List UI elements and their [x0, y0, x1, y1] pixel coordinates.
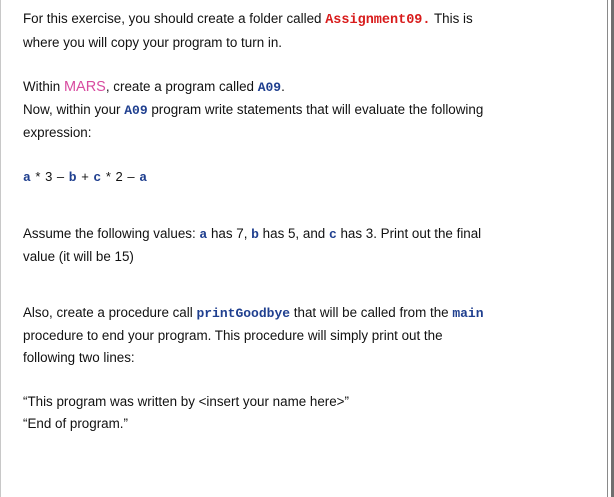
output-line-2: “End of program.” — [23, 416, 128, 431]
paragraph-program-instructions: Within MARS, create a program called A09. Now, within your A09 program write statements that will evaluate the following expression: — [23, 79, 484, 140]
program-name-2: A09 — [124, 103, 148, 118]
document-body — [23, 8, 583, 435]
folder-name: Assignment09. — [325, 13, 431, 28]
paragraph-procedure: Also, create a procedure call printGoodbye that will be called from the main procedure to end your program. This procedure will simply print out the following two lines: — [23, 305, 484, 365]
mars-text: MARS — [63, 79, 106, 95]
paragraph-output-lines — [23, 391, 583, 435]
paragraph-folder-instructions: For this exercise, you should create a folder called Assignment09. This is where you will copy your program to turn in. — [23, 11, 473, 50]
output-line-1: “This program was written by <insert your name here>” — [23, 394, 349, 409]
main-name: main — [452, 306, 484, 321]
paragraph-values: Assume the following values: a has 7, b has 5, and c has 3. Print out the final value (it will be 15) — [23, 226, 482, 264]
procedure-name: printGoodbye — [196, 306, 291, 321]
expression: a * 3 – b + c * 2 – a — [23, 169, 148, 185]
program-name: A09 — [257, 80, 282, 95]
